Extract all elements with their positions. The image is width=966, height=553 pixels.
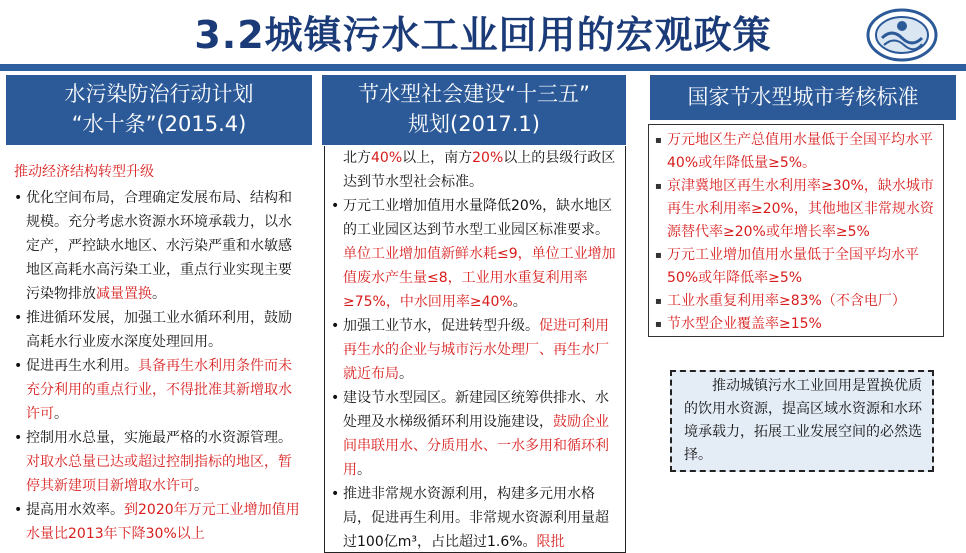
column3-item: ▪ 工业水重复利用率≥83%（不含电厂） xyxy=(655,290,937,313)
column1-item xyxy=(14,306,302,354)
column2-item xyxy=(331,146,617,194)
column3-item: ▪ 万元工业增加值用水量低于全国平均水平50%或年降低率≥5% xyxy=(655,244,937,290)
column2-item xyxy=(331,482,617,553)
column1-item-text: 推进循环发展，加强工业水循环利用，鼓励高耗水行业废水深度处理回用。 xyxy=(26,310,292,350)
column2-item-highlight: 促进可利用再生水的企业与城市污水处理厂、再生水厂就近布局 xyxy=(343,318,609,382)
column1-item-highlight: 减量置换 xyxy=(96,286,152,302)
column2-list xyxy=(331,146,617,553)
column1-item-text: 控制用水总量，实施最严格的水资源管理。 xyxy=(26,430,292,446)
column1-item-highlight: 到2020年万元工业增加值用水量比2013年下降30%以上 xyxy=(26,502,300,542)
column2-item-highlight: 限批 xyxy=(536,534,565,550)
column2-item-text: 。 xyxy=(399,366,413,382)
slide-title: 3.2城镇污水工业回用的宏观政策 xyxy=(194,13,772,57)
column3-list xyxy=(655,129,937,336)
column2-item-text: 以上的县级行政区达到节水型社会标准。 xyxy=(343,150,616,190)
column1-item xyxy=(14,186,302,306)
column2-item-text: 建设节水型园区。新建园区统筹供排水、水处理及水梯级循环利用设施建设， xyxy=(343,390,609,430)
column2-item-highlight: 40% xyxy=(371,150,403,166)
column1-item-tail: 。 xyxy=(54,406,68,422)
column3-item: ▪ 京津冀地区再生水利用率≥30%，缺水城市再生水利用率≥20%，其他地区非常规水资源替代率≥20%或年增长率≥5% xyxy=(655,175,937,244)
column1-subhead: 推动经济结构转型升级 xyxy=(14,164,154,180)
column1-item xyxy=(14,426,302,498)
column3-item: ▪ 万元地区生产总值用水量低于全国平均水平40%或年降低量≥5%。 xyxy=(655,129,937,175)
column1-item-highlight: 对取水总量已达或超过控制指标的地区，暂停其新建项目新增取水许可 xyxy=(26,454,292,494)
column3-header-text: 国家节水型城市考核标准 xyxy=(687,85,919,109)
column1-item-text: 促进再生水利用。 xyxy=(26,358,138,374)
column2-item-highlight: 鼓励企业间串联用水、分质用水、一水多用和循环利用 xyxy=(343,414,609,478)
column2-item-highlight: 单位工业增加值新鲜水耗≤9，单位工业增加值废水产生量≤8，工业用水重复利用率≥75%，中水回用率≥40% xyxy=(343,246,616,310)
column2-header xyxy=(322,75,626,145)
column1-item xyxy=(14,354,302,426)
column2-item-text: 加强工业节水，促进转型升级。 xyxy=(343,318,539,334)
column2-item xyxy=(331,194,617,314)
column2-item-text: 。 xyxy=(512,294,527,310)
column1-item-tail: 。 xyxy=(194,478,208,494)
column2-item-highlight: 20% xyxy=(472,150,504,166)
column3-header xyxy=(650,75,956,120)
column1-item-text: 优化空间布局，合理确定发展布局、结构和规模。充分考虑水资源水环境承载力，以水定产，严控缺水地区、水污染严重和水敏感地区高耗水高污染工业，重点行业实现主要污染物排放 xyxy=(26,190,292,302)
column2-header-line1: 节水型社会建设“十三五” xyxy=(358,82,590,106)
column3-item: ▪ 节水型企业覆盖率≥15% xyxy=(655,313,937,336)
conclusion-note: 推动城镇污水工业回用是置换优质的饮用水资源，提高区域水资源和水环境承载力，拓展工业发展空间的必然选择。 xyxy=(670,370,934,472)
column1-header xyxy=(6,75,312,145)
column1-item-text: 提高用水效率。 xyxy=(26,502,124,518)
column2-item-text: 北方 xyxy=(343,150,371,166)
column1-header-line1: 水污染防治行动计划 xyxy=(64,82,254,106)
institution-logo xyxy=(866,8,938,62)
column1-item xyxy=(14,498,302,546)
column2-item-text: 推进非常规水资源利用，构建多元用水格局，促进再生利用。非常规水资源利用量超过100亿m³，占比超过1.6%。 xyxy=(343,486,609,550)
column2-item-text: 以上，南方 xyxy=(402,150,473,166)
column1-header-line2: “水十条”(2015.4) xyxy=(71,112,247,136)
column2-item xyxy=(331,314,617,386)
column1-list xyxy=(14,186,302,546)
column1-body xyxy=(6,146,312,542)
column2-item-text: 。 xyxy=(357,462,371,478)
column1-item-tail: 。 xyxy=(152,286,166,302)
title-underline-bar xyxy=(0,64,966,71)
column2-header-line2: 规划(2017.1) xyxy=(408,112,540,136)
column2-item-text: 万元工业增加值用水量降低20%，缺水地区的工业园区达到节水型工业园区标准要求。 xyxy=(343,198,613,238)
column3-body xyxy=(648,124,944,337)
column1-item-highlight: 具备再生水利用条件而未充分利用的重点行业，不得批准其新增取水许可 xyxy=(26,358,292,422)
column2-body xyxy=(324,146,626,553)
column2-item xyxy=(331,386,617,482)
